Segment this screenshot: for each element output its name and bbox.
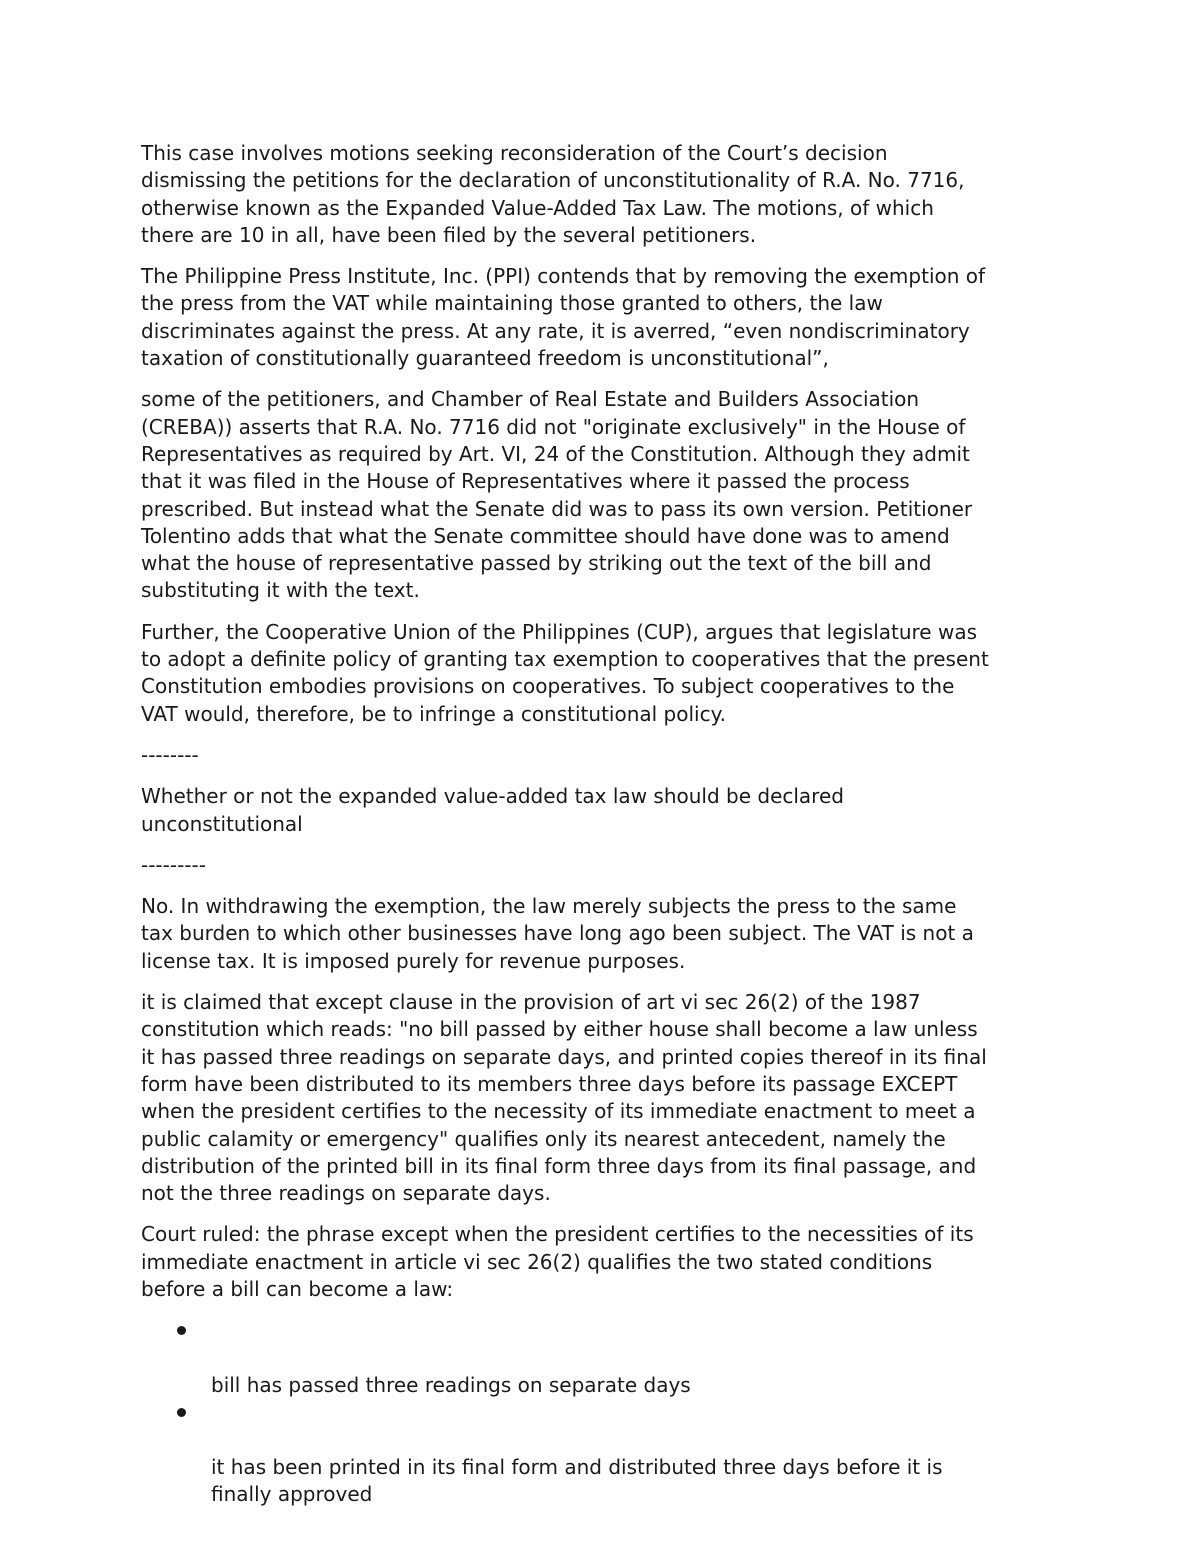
paragraph-court-ruled: Court ruled: the phrase except when the president certifies to the necessities of its immediate enactment in article vi sec 26(2) qualifies the two stated conditions before a bill can become a law: <box>141 1222 974 1301</box>
paragraph-except-clause: it is claimed that except clause in the provision of art vi sec 26(2) of the 1987 constitution which reads: "no bill passed by either house shall become a law unless it has passed three readings on separate days, and printed copies thereof in its final form have been distributed to its members three days before its passage EXCEPT when the president certifies to the necessity of its immediate enactment to meet a public calamity or emergency" qualifies only its nearest antecedent, namely the distribution of the printed bill in its final form three days from its final passage, and not the three readings on separate days. <box>141 990 987 1206</box>
paragraph-ppi-contention: The Philippine Press Institute, Inc. (PPI) contends that by removing the exemption of the press from the VAT while maintaining those granted to others, the law discriminates against the press. At any rate, it is averred, “even nondiscriminatory taxation of constitutionally guaranteed freedom is unconstitutional”, <box>141 264 986 371</box>
paragraph-creba-assertion: some of the petitioners, and Chamber of Real Estate and Builders Association (CREBA)) asserts that R.A. No. 7716 did not "originate exclusively" in the House of Representatives as required by Art. VI, 24 of the Constitution. Although they admit that it was filed in the House of Representatives where it passed the process prescribed. But instead what the Senate did was to pass its own version. Petitioner Tolentino adds that what the Senate committee should have done was to amend what the house of representative passed by striking out the text of the bill and substituting it with the text. <box>141 387 973 603</box>
list-item <box>141 1317 1061 1399</box>
conditions-list <box>141 1317 1061 1508</box>
list-item-text: it has been printed in its final form and distributed three days before it is finally approved <box>211 1454 943 1507</box>
separator-line-2: --------- <box>141 852 206 877</box>
paragraph-issue: Whether or not the expanded value-added tax law should be declared unconstitutional <box>141 784 844 836</box>
separator-line-1: -------- <box>141 742 199 767</box>
paragraph-ruling: No. In withdrawing the exemption, the law merely subjects the press to the same tax burden to which other businesses have long ago been subject. The VAT is not a license tax. It is imposed purely for revenue purposes. <box>141 894 974 973</box>
list-item-text: bill has passed three readings on separate days <box>211 1372 691 1397</box>
document-body <box>141 140 1061 1508</box>
list-item <box>141 1399 1061 1508</box>
paragraph-cup-argument: Further, the Cooperative Union of the Philippines (CUP), argues that legislature was to adopt a definite policy of granting tax exemption to cooperatives that the present Constitution embodies provisions on cooperatives. To subject cooperatives to the VAT would, therefore, be to infringe a constitutional policy. <box>141 619 989 726</box>
bullet-icon <box>177 1408 186 1417</box>
bullet-icon <box>177 1326 186 1335</box>
paragraph-case-summary: This case involves motions seeking reconsideration of the Court’s decision dismissing the petitions for the declaration of unconstitutionality of R.A. No. 7716, otherwise known as the Expanded Value-Added Tax Law. The motions, of which there are 10 in all, have been filed by the several petitioners. <box>141 141 965 247</box>
